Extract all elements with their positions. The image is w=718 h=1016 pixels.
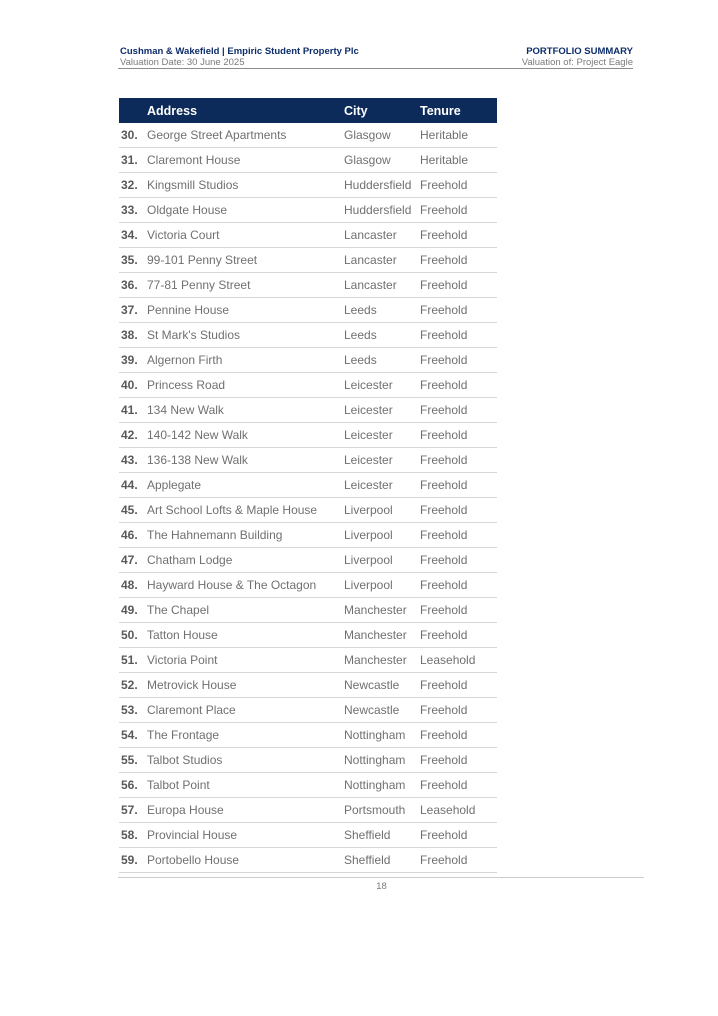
- row-number: 37.: [121, 303, 138, 317]
- header-divider: [118, 68, 633, 69]
- address-cell: [119, 798, 344, 823]
- address-text: Art School Lofts & Maple House: [147, 503, 318, 517]
- address-text: Pennine House: [147, 303, 230, 317]
- table-row: [119, 423, 497, 448]
- city-cell: Nottingham: [344, 773, 420, 798]
- city-cell: Glasgow: [344, 148, 420, 173]
- tenure-cell: Freehold: [420, 673, 497, 698]
- table-row: [119, 723, 497, 748]
- row-number: 30.: [121, 128, 138, 142]
- city-cell: Liverpool: [344, 498, 420, 523]
- row-number: 55.: [121, 753, 138, 767]
- tenure-cell: Freehold: [420, 823, 497, 848]
- tenure-cell: Freehold: [420, 598, 497, 623]
- city-cell: Newcastle: [344, 673, 420, 698]
- address-cell: [119, 223, 344, 248]
- address-text: St Mark's Studios: [147, 328, 240, 342]
- table-row: [119, 773, 497, 798]
- footer-divider: [118, 877, 644, 878]
- row-number: 54.: [121, 728, 138, 742]
- table-row: [119, 673, 497, 698]
- tenure-cell: Leasehold: [420, 648, 497, 673]
- address-cell: [119, 248, 344, 273]
- address-cell: [119, 273, 344, 298]
- tenure-cell: Leasehold: [420, 798, 497, 823]
- tenure-cell: Freehold: [420, 573, 497, 598]
- row-number: 34.: [121, 228, 138, 242]
- address-text: Provincial House: [147, 828, 238, 842]
- row-number: 58.: [121, 828, 138, 842]
- address-cell: [119, 148, 344, 173]
- address-cell: [119, 448, 344, 473]
- city-cell: Leeds: [344, 323, 420, 348]
- address-cell: [119, 548, 344, 573]
- row-number: 40.: [121, 378, 138, 392]
- portfolio-table: [119, 98, 497, 873]
- address-text: Claremont House: [147, 153, 241, 167]
- city-cell: Leicester: [344, 448, 420, 473]
- table-row: [119, 848, 497, 873]
- address-cell: [119, 848, 344, 873]
- table-row: [119, 698, 497, 723]
- address-text: George Street Apartments: [147, 128, 287, 142]
- city-cell: Liverpool: [344, 548, 420, 573]
- address-text: The Frontage: [147, 728, 220, 742]
- table-row: [119, 823, 497, 848]
- address-text: 140-142 New Walk: [147, 428, 248, 442]
- table-row: [119, 623, 497, 648]
- address-text: Hayward House & The Octagon: [147, 578, 317, 592]
- tenure-cell: Heritable: [420, 148, 497, 173]
- address-text: 136-138 New Walk: [147, 453, 248, 467]
- row-number: 33.: [121, 203, 138, 217]
- tenure-cell: Freehold: [420, 323, 497, 348]
- address-cell: [119, 423, 344, 448]
- row-number: 43.: [121, 453, 138, 467]
- row-number: 38.: [121, 328, 138, 342]
- table-row: [119, 448, 497, 473]
- address-cell: [119, 348, 344, 373]
- city-cell: Liverpool: [344, 573, 420, 598]
- valuation-date: Valuation Date: 30 June 2025: [120, 57, 245, 68]
- table-row: [119, 198, 497, 223]
- address-cell: [119, 648, 344, 673]
- address-cell: [119, 748, 344, 773]
- tenure-cell: Freehold: [420, 498, 497, 523]
- table-row: [119, 123, 497, 148]
- row-number: 32.: [121, 178, 138, 192]
- tenure-cell: Freehold: [420, 748, 497, 773]
- row-number: 50.: [121, 628, 138, 642]
- tenure-cell: Freehold: [420, 448, 497, 473]
- address-cell: [119, 473, 344, 498]
- tenure-cell: Heritable: [420, 123, 497, 148]
- row-number: 31.: [121, 153, 138, 167]
- address-cell: [119, 773, 344, 798]
- tenure-cell: Freehold: [420, 423, 497, 448]
- table-row: [119, 748, 497, 773]
- row-number: 53.: [121, 703, 138, 717]
- address-text: Tatton House: [147, 628, 218, 642]
- address-cell: [119, 323, 344, 348]
- row-number: 35.: [121, 253, 138, 267]
- tenure-cell: Freehold: [420, 223, 497, 248]
- address-text: Chatham Lodge: [147, 553, 233, 567]
- column-header-city: City: [344, 98, 420, 123]
- address-text: Oldgate House: [147, 203, 228, 217]
- row-number: 45.: [121, 503, 138, 517]
- tenure-cell: Freehold: [420, 523, 497, 548]
- column-header-tenure: Tenure: [420, 98, 497, 123]
- company-name: Cushman & Wakefield | Empiric Student Property Plc: [120, 46, 359, 57]
- address-text: Talbot Point: [147, 778, 210, 792]
- address-text: Portobello House: [147, 853, 240, 867]
- address-cell: [119, 123, 344, 148]
- row-number: 59.: [121, 853, 138, 867]
- row-number: 57.: [121, 803, 138, 817]
- table-row: [119, 523, 497, 548]
- table-header: [119, 98, 497, 123]
- table-row: [119, 248, 497, 273]
- address-text: Europa House: [147, 803, 224, 817]
- address-cell: [119, 398, 344, 423]
- city-cell: Leeds: [344, 348, 420, 373]
- city-cell: Newcastle: [344, 698, 420, 723]
- table-row: [119, 173, 497, 198]
- city-cell: Huddersfield: [344, 173, 420, 198]
- table-row: [119, 548, 497, 573]
- tenure-cell: Freehold: [420, 848, 497, 873]
- table-row: [119, 598, 497, 623]
- document-header-right: [522, 46, 633, 68]
- table-row: [119, 648, 497, 673]
- city-cell: Leicester: [344, 373, 420, 398]
- column-header-address: Address: [119, 98, 344, 123]
- city-cell: Manchester: [344, 623, 420, 648]
- row-number: 36.: [121, 278, 138, 292]
- address-text: Princess Road: [147, 378, 226, 392]
- table-body: [119, 123, 497, 873]
- table-row: [119, 473, 497, 498]
- row-number: 51.: [121, 653, 138, 667]
- row-number: 49.: [121, 603, 138, 617]
- row-number: 41.: [121, 403, 138, 417]
- city-cell: Lancaster: [344, 273, 420, 298]
- address-cell: [119, 498, 344, 523]
- city-cell: Leicester: [344, 423, 420, 448]
- row-number: 47.: [121, 553, 138, 567]
- table-row: [119, 273, 497, 298]
- table-row: [119, 373, 497, 398]
- city-cell: Glasgow: [344, 123, 420, 148]
- page-number: 18: [376, 881, 387, 892]
- tenure-cell: Freehold: [420, 623, 497, 648]
- row-number: 56.: [121, 778, 138, 792]
- address-text: The Hahnemann Building: [147, 528, 283, 542]
- row-number: 46.: [121, 528, 138, 542]
- section-title: PORTFOLIO SUMMARY: [526, 46, 633, 57]
- address-text: 134 New Walk: [147, 403, 224, 417]
- city-cell: Manchester: [344, 648, 420, 673]
- address-text: The Chapel: [147, 603, 210, 617]
- tenure-cell: Freehold: [420, 198, 497, 223]
- address-cell: [119, 573, 344, 598]
- tenure-cell: Freehold: [420, 548, 497, 573]
- table-header-row: [119, 98, 497, 123]
- address-text: Applegate: [147, 478, 202, 492]
- city-cell: Sheffield: [344, 848, 420, 873]
- valuation-of: Valuation of: Project Eagle: [521, 57, 633, 68]
- address-cell: [119, 723, 344, 748]
- table-row: [119, 573, 497, 598]
- address-cell: [119, 623, 344, 648]
- city-cell: Manchester: [344, 598, 420, 623]
- city-cell: Huddersfield: [344, 198, 420, 223]
- tenure-cell: Freehold: [420, 273, 497, 298]
- city-cell: Lancaster: [344, 248, 420, 273]
- tenure-cell: Freehold: [420, 398, 497, 423]
- table-row: [119, 498, 497, 523]
- address-text: 77-81 Penny Street: [147, 278, 251, 292]
- address-text: 99-101 Penny Street: [147, 253, 258, 267]
- table-row: [119, 148, 497, 173]
- city-cell: Nottingham: [344, 748, 420, 773]
- document-header-left: [120, 46, 359, 68]
- address-cell: [119, 673, 344, 698]
- city-cell: Lancaster: [344, 223, 420, 248]
- row-number: 39.: [121, 353, 138, 367]
- tenure-cell: Freehold: [420, 298, 497, 323]
- city-cell: Liverpool: [344, 523, 420, 548]
- tenure-cell: Freehold: [420, 473, 497, 498]
- tenure-cell: Freehold: [420, 173, 497, 198]
- table-row: [119, 298, 497, 323]
- tenure-cell: Freehold: [420, 373, 497, 398]
- row-number: 48.: [121, 578, 138, 592]
- address-cell: [119, 598, 344, 623]
- table-row: [119, 323, 497, 348]
- address-text: Algernon Firth: [147, 353, 223, 367]
- address-cell: [119, 698, 344, 723]
- tenure-cell: Freehold: [420, 773, 497, 798]
- table-row: [119, 798, 497, 823]
- row-number: 42.: [121, 428, 138, 442]
- city-cell: Nottingham: [344, 723, 420, 748]
- row-number: 44.: [121, 478, 138, 492]
- tenure-cell: Freehold: [420, 723, 497, 748]
- address-cell: [119, 373, 344, 398]
- row-number: 52.: [121, 678, 138, 692]
- table-row: [119, 398, 497, 423]
- tenure-cell: Freehold: [420, 698, 497, 723]
- address-cell: [119, 173, 344, 198]
- tenure-cell: Freehold: [420, 348, 497, 373]
- city-cell: Leicester: [344, 473, 420, 498]
- address-cell: [119, 523, 344, 548]
- address-text: Kingsmill Studios: [147, 178, 239, 192]
- address-cell: [119, 198, 344, 223]
- city-cell: Portsmouth: [344, 798, 420, 823]
- address-cell: [119, 298, 344, 323]
- tenure-cell: Freehold: [420, 248, 497, 273]
- city-cell: Leeds: [344, 298, 420, 323]
- address-text: Claremont Place: [147, 703, 236, 717]
- city-cell: Leicester: [344, 398, 420, 423]
- address-text: Talbot Studios: [147, 753, 223, 767]
- address-text: Victoria Court: [147, 228, 220, 242]
- city-cell: Sheffield: [344, 823, 420, 848]
- table-row: [119, 348, 497, 373]
- table-row: [119, 223, 497, 248]
- address-text: Victoria Point: [147, 653, 218, 667]
- address-cell: [119, 823, 344, 848]
- address-text: Metrovick House: [147, 678, 237, 692]
